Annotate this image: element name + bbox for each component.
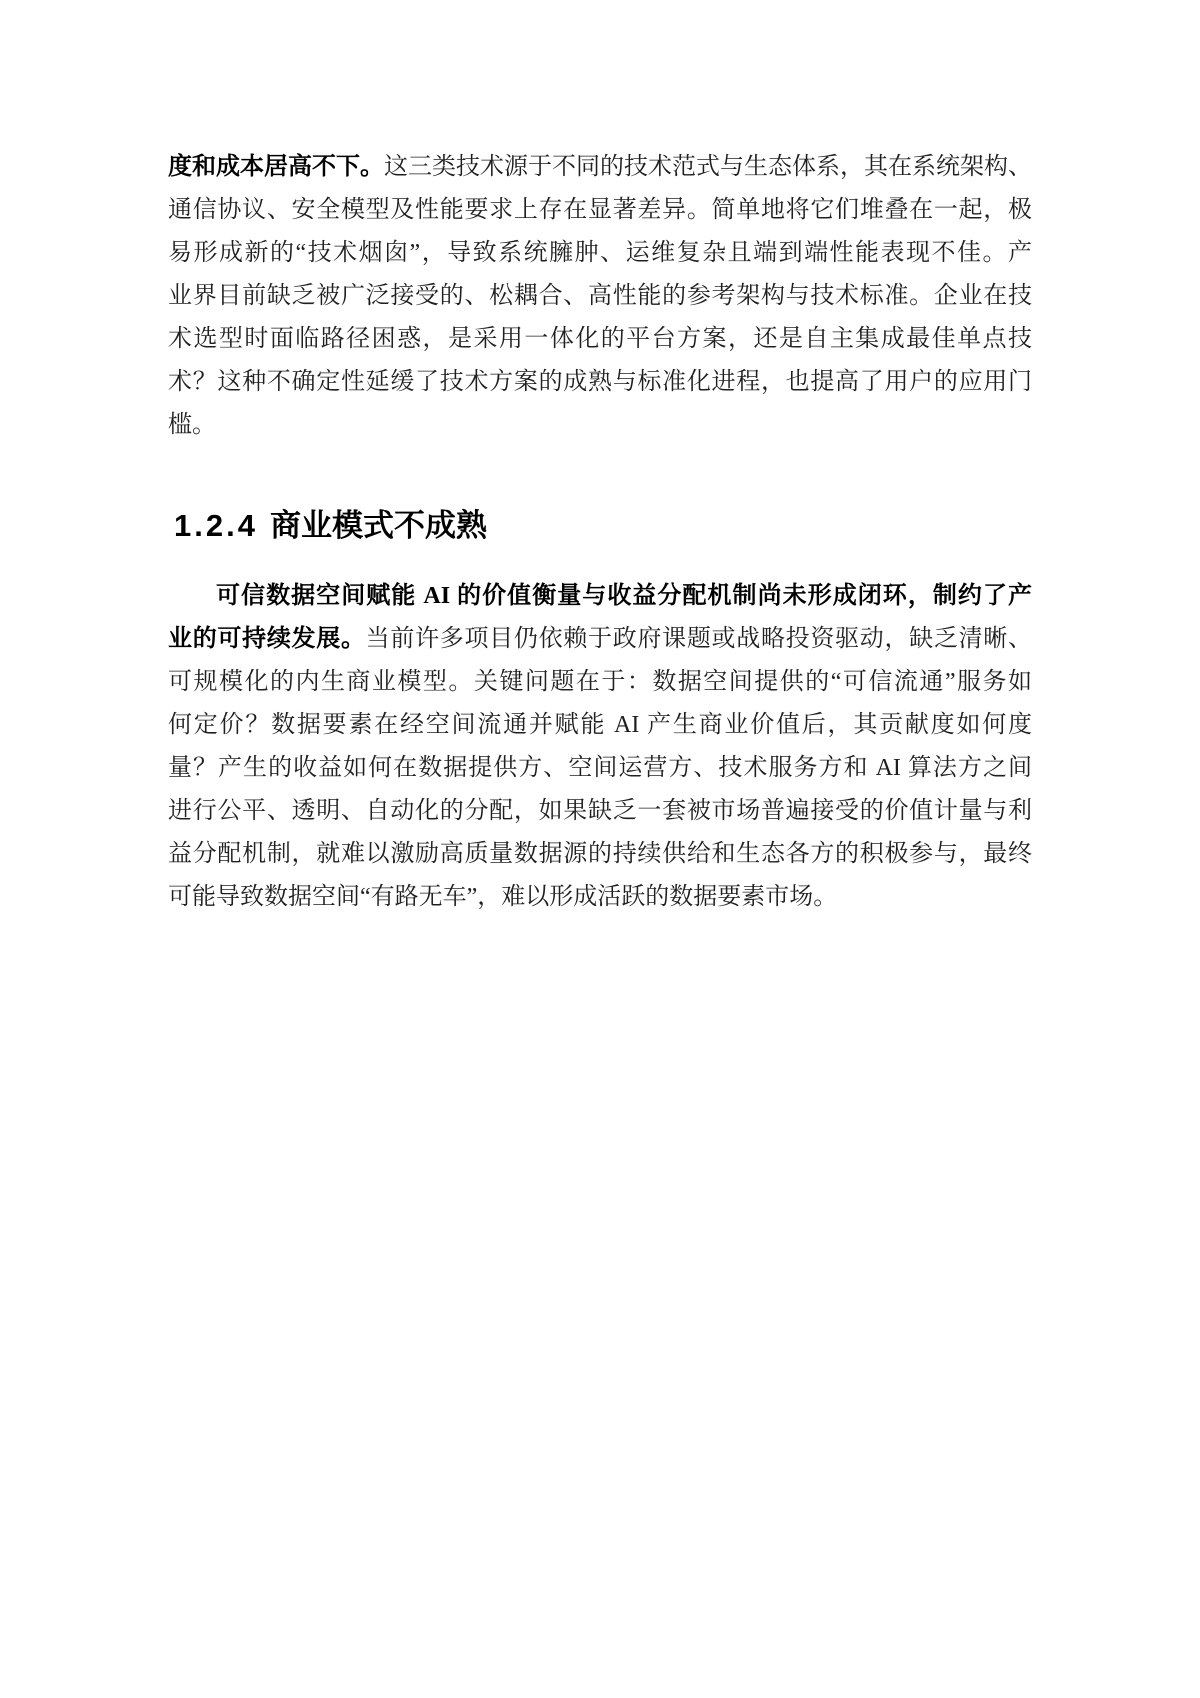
text-line <box>168 747 1032 790</box>
section-title: 商业模式不成熟 <box>269 508 487 543</box>
text-line <box>168 704 1032 747</box>
text-run: 益分配机制，就难以激励高质量数据源的持续供给和生态各方的积极参与，最终 <box>168 841 1032 867</box>
text-run: 术选型时面临路径困惑，是采用一体化的平台方案，还是自主集成最佳单点技 <box>168 326 1032 352</box>
text-run: 可规模化的内生商业模型。关键问题在于：数据空间提供的“可信流通”服务如 <box>168 669 1032 695</box>
text-line <box>168 189 1032 232</box>
bold-run: 度和成本居高不下。 <box>168 154 384 180</box>
section-heading-1-2-4 <box>174 504 1032 548</box>
paragraph-business-model <box>168 575 1032 919</box>
text-run: 易形成新的“技术烟囱”，导致系统臃肿、运维复杂且端到端性能表现不佳。产 <box>168 240 1032 266</box>
text-run: 可能导致数据空间“有路无车”，难以形成活跃的数据要素市场。 <box>168 884 838 910</box>
text-run: 槛。 <box>168 412 216 438</box>
text-line <box>168 404 1032 447</box>
section-number: 1.2.4 <box>174 508 258 543</box>
text-run: 术？这种不确定性延缓了技术方案的成熟与标准化进程，也提高了用户的应用门 <box>168 369 1032 395</box>
text-line <box>168 790 1032 833</box>
text-line <box>168 575 1032 618</box>
text-run: 进行公平、透明、自动化的分配，如果缺乏一套被市场普遍接受的价值计量与利 <box>168 798 1032 824</box>
text-line <box>168 318 1032 361</box>
bold-run: 业的可持续发展。 <box>168 626 366 652</box>
page-content <box>168 0 1032 919</box>
text-line <box>168 876 1032 919</box>
text-line <box>168 618 1032 661</box>
text-line <box>168 833 1032 876</box>
text-run: 通信协议、安全模型及性能要求上存在显著差异。简单地将它们堆叠在一起，极 <box>168 197 1032 223</box>
text-run: 业界目前缺乏被广泛接受的、松耦合、高性能的参考架构与技术标准。企业在技 <box>168 283 1032 309</box>
text-line <box>168 275 1032 318</box>
text-run: 何定价？数据要素在经空间流通并赋能 AI 产生商业价值后，其贡献度如何度 <box>168 712 1032 738</box>
bold-run: 可信数据空间赋能 AI 的价值衡量与收益分配机制尚未形成闭环，制约了产 <box>216 583 1032 609</box>
text-line <box>168 146 1032 189</box>
text-run: 这三类技术源于不同的技术范式与生态体系，其在系统架构、 <box>384 154 1032 180</box>
text-line <box>168 661 1032 704</box>
text-line <box>168 361 1032 404</box>
text-run: 量？产生的收益如何在数据提供方、空间运营方、技术服务方和 AI 算法方之间 <box>168 755 1032 781</box>
paragraph-technical-barriers <box>168 146 1032 447</box>
text-run: 当前许多项目仍依赖于政府课题或战略投资驱动，缺乏清晰、 <box>365 626 1033 652</box>
text-line <box>168 232 1032 275</box>
